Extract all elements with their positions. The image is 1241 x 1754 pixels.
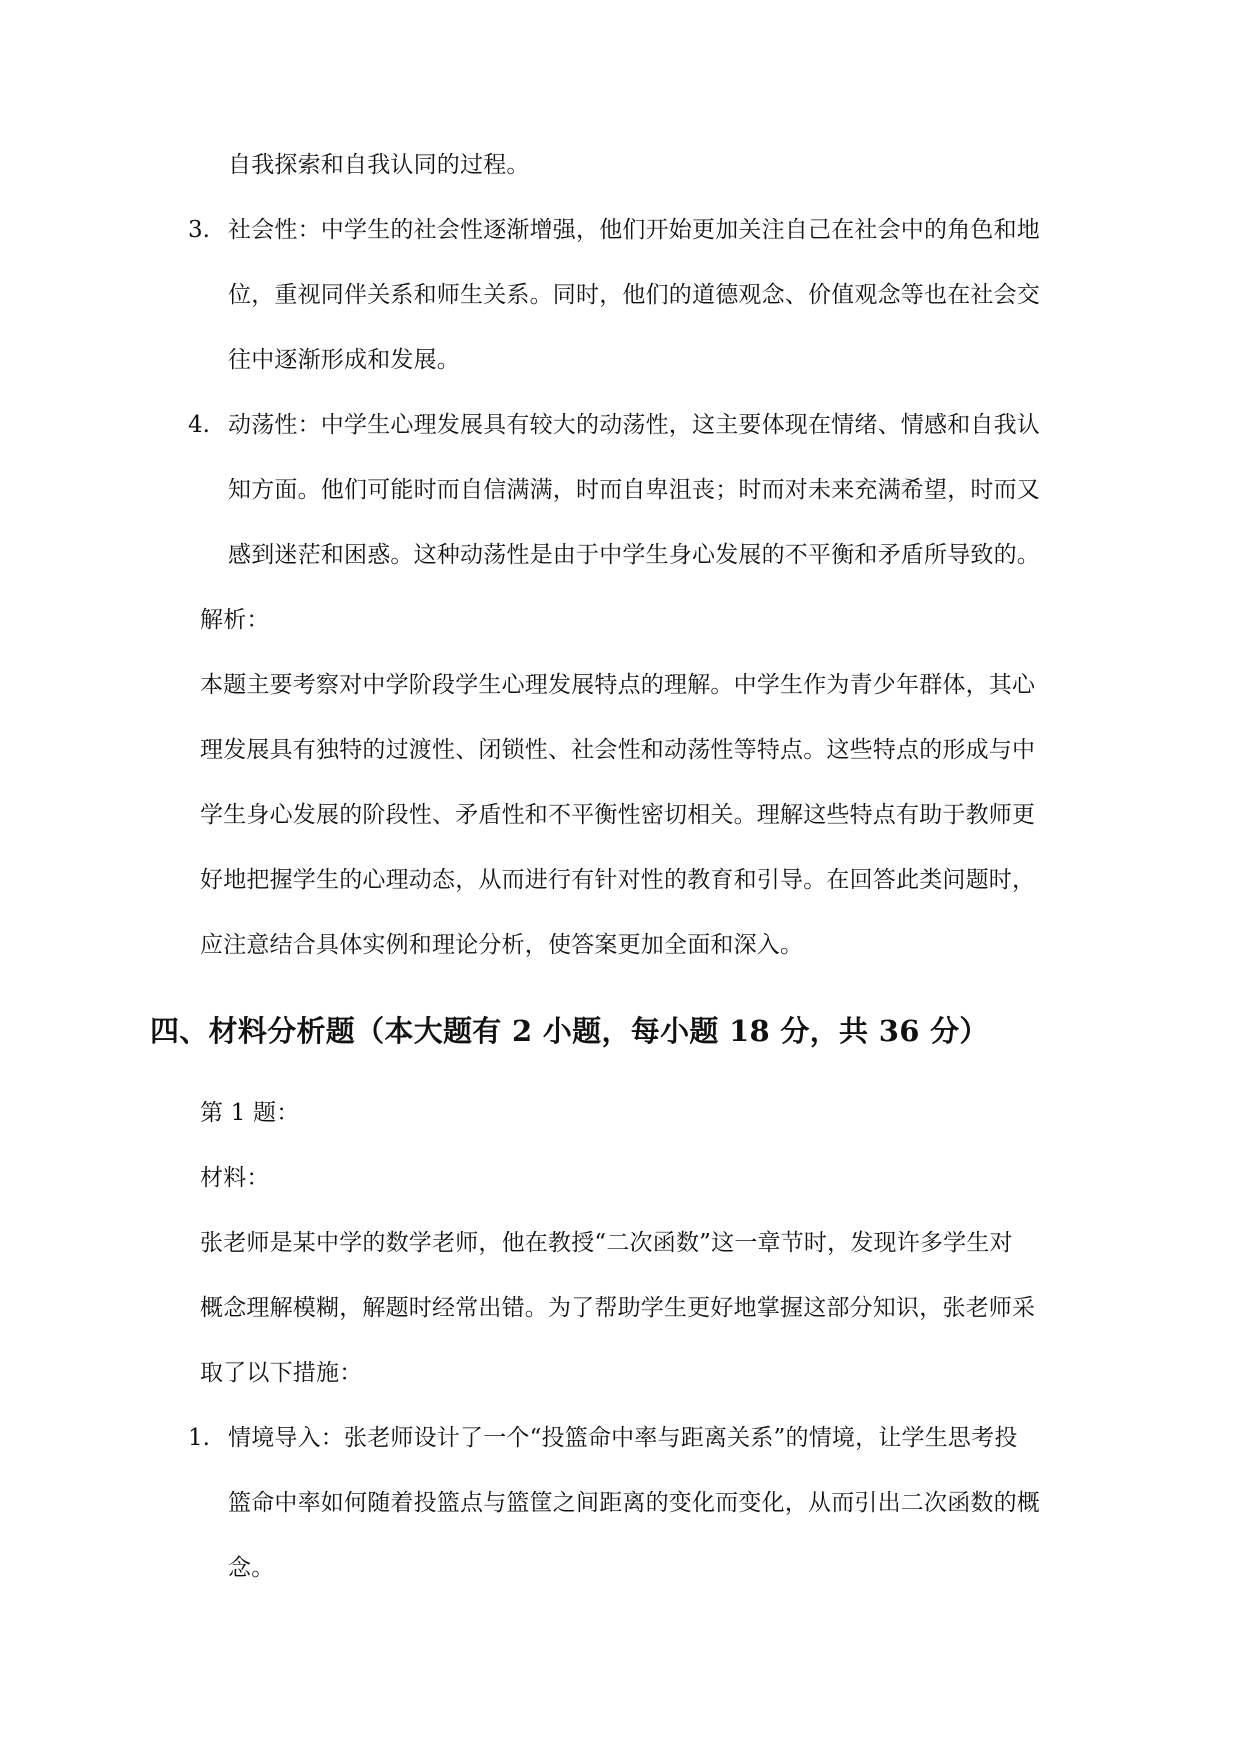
list-item-text-line: 位，重视同伴关系和师生关系。同时，他们的道德观念、价值观念等也在社会交: [228, 282, 1040, 308]
list-item-number: 3.: [188, 217, 210, 243]
list-item-number: 4.: [188, 412, 210, 438]
list-item-number: 1.: [188, 1425, 210, 1451]
analysis-text-line: 学生身心发展的阶段性、矛盾性和不平衡性密切相关。理解这些特点有助于教师更: [200, 802, 1036, 828]
intro-continuation-text: 自我探索和自我认同的过程。: [228, 152, 530, 178]
material-label: 材料：: [200, 1165, 270, 1191]
analysis-text-line: 应注意结合具体实例和理论分析，使答案更加全面和深入。: [200, 932, 804, 958]
list-item-text-line: 念。: [228, 1555, 275, 1581]
analysis-text-line: 理发展具有独特的过渡性、闭锁性、社会性和动荡性等特点。这些特点的形成与中: [200, 737, 1036, 763]
material-text-line: 取了以下措施：: [200, 1360, 363, 1386]
list-item-text-line: 往中逐渐形成和发展。: [228, 347, 460, 373]
question-label: 第 1 题：: [200, 1100, 300, 1126]
list-item-text-line: 社会性：中学生的社会性逐渐增强，他们开始更加关注自己在社会中的角色和地: [228, 217, 1040, 243]
list-item-text-line: 篮命中率如何随着投篮点与篮筐之间距离的变化而变化，从而引出二次函数的概: [228, 1490, 1040, 1516]
list-item-text-line: 感到迷茫和困惑。这种动荡性是由于中学生身心发展的不平衡和矛盾所导致的。: [228, 542, 1040, 568]
analysis-text-line: 好地把握学生的心理动态，从而进行有针对性的教育和引导。在回答此类问题时，: [200, 867, 1036, 893]
material-text-line: 张老师是某中学的数学老师，他在教授“二次函数”这一章节时，发现许多学生对: [200, 1230, 1013, 1256]
list-item-text-line: 动荡性：中学生心理发展具有较大的动荡性，这主要体现在情绪、情感和自我认: [228, 412, 1040, 438]
analysis-label: 解析：: [200, 607, 270, 633]
analysis-text-line: 本题主要考察对中学阶段学生心理发展特点的理解。中学生作为青少年群体，其心: [200, 672, 1036, 698]
list-item-text-line: 情境导入：张老师设计了一个“投篮命中率与距离关系”的情境，让学生思考投: [228, 1425, 1018, 1451]
section-heading: 四、材料分析题（本大题有 2 小题，每小题 18 分，共 36 分）: [150, 1014, 989, 1048]
material-text-line: 概念理解模糊，解题时经常出错。为了帮助学生更好地掌握这部分知识，张老师采: [200, 1295, 1036, 1321]
list-item-text-line: 知方面。他们可能时而自信满满，时而自卑沮丧；时而对未来充满希望，时而又: [228, 477, 1040, 503]
